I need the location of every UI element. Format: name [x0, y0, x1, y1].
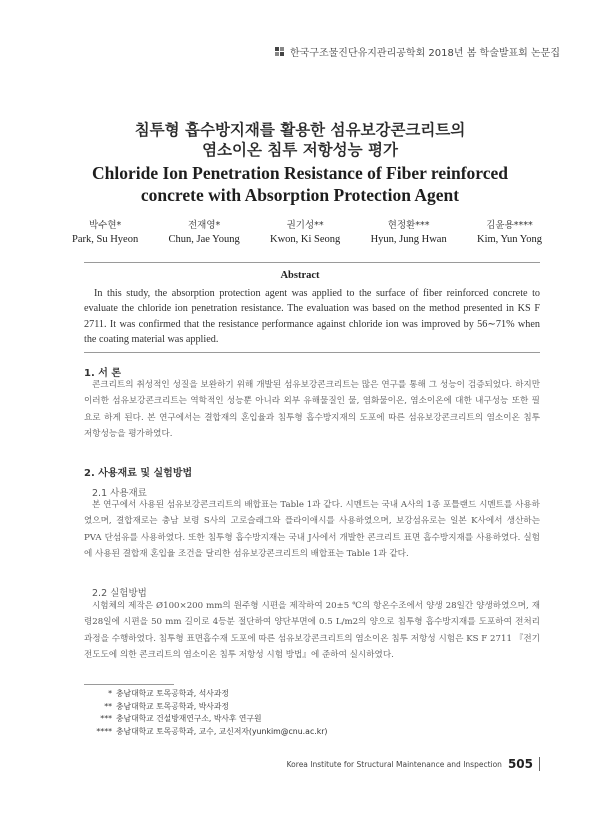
author-3	[270, 217, 340, 245]
page-footer	[287, 757, 540, 771]
author-name-ko: 권기성**	[286, 220, 324, 231]
footnotes	[84, 688, 327, 738]
korean-title-line1: 침투형 흡수방지재를 활용한 섬유보강콘크리트의	[134, 121, 466, 139]
footnote-text: 충남대학교 토목공학과, 교수, 교신저자(yunkim@cnu.ac.kr)	[116, 726, 328, 736]
subsection-2-2-text: 시험체의 제작은 Ø100×200 mm의 원주형 시편을 제작하여 20±5 ℃의 항온수조에서 양생 28일간 양생하였으며, 재령28일에 시편을 50 mm 길이로 4등분 절단하여 양단부면에 0.5 L/m2의 양으로 침투형 흡수방지재를 도포하여 전처리과정을 수행하였다. 침투형 표면흡수재 도포에 따른 섬유보강콘크리트의 염소이온 침투 저항성 시험은 KS F 2711 『전기 전도도에 의한 콘크리트의 염소이온 침투 저항성 시험 방법』에 준하여 실시하였다.	[84, 601, 540, 660]
subsection-2-1-heading: 2.1 사용재료	[92, 488, 147, 499]
footnote-mark: *	[108, 689, 112, 698]
footer-divider	[539, 757, 540, 771]
author-name-ko: 전재영*	[187, 220, 221, 231]
english-title-line2: concrete with Absorption Protection Agent	[140, 185, 460, 205]
footnote	[84, 701, 327, 714]
abstract-text: In this study, the absorption protection agent was applied to the surface of fiber reinforced concrete to evaluate the chloride ion penetration resistance. The evaluation was based on the method presented in KS F 2711. It was confirmed that the resistance performance against chloride ion was improved by 56∼71% when the coating material was applied.	[84, 288, 540, 345]
footnote	[84, 726, 327, 739]
author-list	[72, 217, 542, 245]
subsection-2-1-text: 본 연구에서 사용된 섬유보강콘크리트의 배합표는 Table 1과 같다. 시멘트는 국내 A사의 1종 포틀랜드 시멘트를 사용하였으며, 결합재로는 충남 보령 S사의 고로슬래그와 플라이애시를 사용하였으며, 보강섬유로는 일본 K사에서 생산하는 PVA 단섬유를 사용하였다. 또한 침투형 흡수방지재는 국내 J사에서 개발한 콘크리트 표면 흡수방지재를 사용하였다. 실험에 사용된 결합재 혼입율 조건을 달리한 섬유보강콘크리트의 배합표는 Table 1과 같다.	[84, 500, 540, 559]
subsection-2-2-heading: 2.2 실험방법	[92, 588, 147, 599]
author-name-ko: 현정환***	[387, 220, 430, 231]
author-name-en: Kim, Yun Yong	[477, 234, 542, 245]
author-4	[371, 217, 447, 245]
author-5	[477, 217, 542, 245]
author-name-en: Hyun, Jung Hwan	[370, 234, 447, 245]
abstract-bottom-rule	[84, 352, 540, 353]
korean-title-line2: 염소이온 침투 저항성능 평가	[202, 141, 398, 159]
header-text: 한국구조물진단유지관리공학회 2018년 봄 학술발표회 논문집	[289, 48, 560, 59]
section-1-text: 콘크리트의 취성적인 성질을 보완하기 위해 개발된 섬유보강콘크리트는 많은 연구를 통해 그 성능이 검증되었다. 하지만 이러한 섬유보강콘크리트는 역학적인 성능뿐 아니라 외부 유해물질인 물, 염화물이온, 염소이온에 대한 내구성능 또한 필요로 하게 된다. 본 연구에서는 결합재의 혼입율과 침투형 흡수방지재의 도포에 따른 섬유보강콘크리트의 염소이온 침투 저항성능을 평가하였다.	[84, 380, 540, 439]
section-1-heading: 1. 서 론	[84, 368, 122, 379]
author-name-ko: 박수현*	[88, 220, 122, 231]
author-2	[169, 217, 240, 245]
society-logo-icon	[274, 46, 286, 58]
author-name-en: Chun, Jae Young	[168, 234, 240, 245]
footnote-rule	[84, 684, 174, 685]
page-number: 505	[507, 757, 533, 771]
abstract-top-rule	[84, 262, 540, 263]
section-2-heading: 2. 사용재료 및 실험방법	[84, 468, 193, 479]
footnote	[84, 688, 327, 701]
footnote-mark: ****	[96, 726, 112, 736]
footnote-text: 충남대학교 건설방재연구소, 박사후 연구원	[116, 714, 262, 724]
author-1	[72, 217, 138, 245]
english-title-line1: Chloride Ion Penetration Resistance of Fiber reinforced	[91, 163, 509, 183]
author-name-en: Kwon, Ki Seong	[270, 234, 341, 245]
footnote	[84, 713, 327, 726]
footnote-mark: ***	[100, 714, 112, 724]
running-header	[274, 44, 560, 59]
author-name-en: Park, Su Hyeon	[72, 234, 139, 245]
footnote-text: 충남대학교 토목공학과, 박사과정	[116, 701, 229, 711]
author-name-ko: 김윤용****	[486, 220, 533, 231]
footnote-mark: **	[104, 701, 112, 711]
abstract-heading: Abstract	[280, 270, 320, 281]
footnote-text: 충남대학교 토목공학과, 석사과정	[116, 689, 229, 698]
footer-organization: Korea Institute for Structural Maintenance and Inspection	[286, 759, 502, 769]
